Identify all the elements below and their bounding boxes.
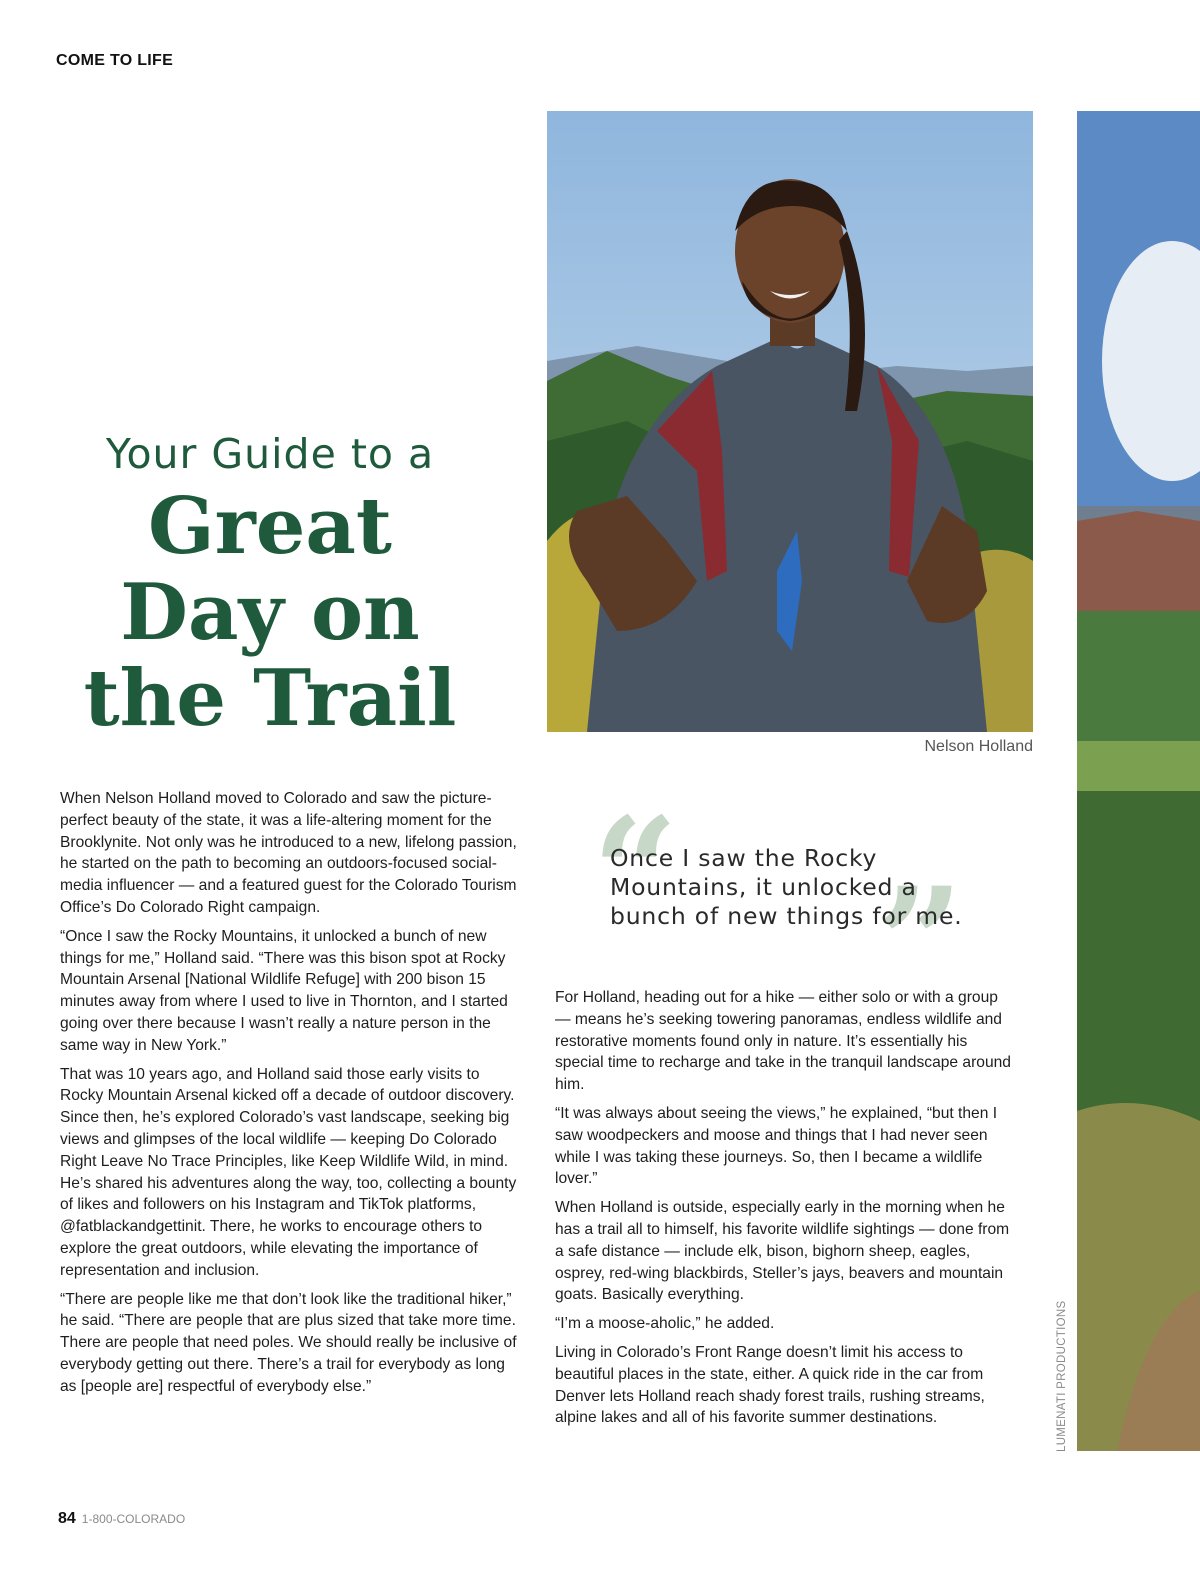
section-label: COME TO LIFE xyxy=(56,52,174,69)
footer-phone: 1-800-COLORADO xyxy=(81,1512,186,1526)
page-number: 84 xyxy=(58,1510,76,1527)
headline-kicker: Your Guide to a xyxy=(105,430,435,478)
headline-line: Great xyxy=(148,481,392,572)
open-quote-icon: “ xyxy=(592,785,679,961)
landscape-photo-strip xyxy=(1077,111,1200,1451)
headline-line: the Trail xyxy=(83,653,457,744)
paragraph: “I’m a moose-aholic,” he added. xyxy=(555,1315,775,1333)
photo-caption: Nelson Holland xyxy=(924,738,1033,755)
paragraph: Living in Colorado’s Front Range doesn’t limit his access to beautiful places in the state, either. A quick ride in the car from Denver lets Holland reach shady forest trails, rushing streams, alpine lakes and all of his favorite summer destinations. xyxy=(555,1343,985,1427)
paragraph: When Holland is outside, especially early in the morning when he has a trail all to himself, his favorite wildlife sightings — done from a safe distance — include elk, bison, bighorn sheep, eagles, osprey, red-wing blackbirds, Steller’s jays, beavers and mountain goats. Basically everything. xyxy=(555,1199,1010,1304)
paragraph: “It was always about seeing the views,” he explained, “but then I saw woodpeckers and moose and things that I had never seen while I was taking these journeys. So, then I became a wildlife lover.” xyxy=(555,1104,998,1188)
page-footer xyxy=(58,1510,185,1528)
body-column-left xyxy=(60,788,518,1405)
paragraph: “There are people like me that don’t look like the traditional hiker,” he said. “There are people that are plus sized that take more time. There are people that need poles. We should really be inclusive of everybody getting out there. There’s a trail for everybody as long as [people are] respectful of everybody else.” xyxy=(60,1290,517,1395)
paragraph: “Once I saw the Rocky Mountains, it unlocked a bunch of new things for me,” Holland said. “There was this bison spot at Rocky Mountain Arsenal [National Wildlife Refuge] with 200 bison 15 minutes away from where I used to live in Thornton, and I started going over there because I wasn’t really a nature person in the same way in New York.” xyxy=(60,927,508,1054)
pull-quote xyxy=(592,785,967,1031)
body-column-right xyxy=(555,987,1017,1436)
portrait-photo xyxy=(547,111,1033,732)
headline-line: Day on xyxy=(120,567,420,658)
close-quote-icon: ” xyxy=(877,855,964,1031)
photo-credit: LUMENATI PRODUCTIONS xyxy=(1056,1300,1068,1452)
paragraph: That was 10 years ago, and Holland said those early visits to Rocky Mountain Arsenal kicked off a decade of outdoor discovery. Since then, he’s explored Colorado’s vast landscape, seeking big views and glimpses of the local wildlife — keeping Do Colorado Right Leave No Trace Principles, like Keep Wildlife Wild, in mind. He’s shared his adventures along the way, too, collecting a bounty of likes and followers on his Instagram and TikTok platforms, @fatblackandgettinit. There, he works to encourage others to explore the great outdoors, while elevating the importance of representation and inclusion. xyxy=(60,1065,517,1279)
pull-quote-text: Once I saw the Rocky Mountains, it unlocked a bunch of new things for me. xyxy=(610,844,963,930)
paragraph: When Nelson Holland moved to Colorado and saw the picture-perfect beauty of the state, it was a life-altering moment for the Brooklynite. Not only was he introduced to a new, lifelong passion, he started on the path to becoming an outdoors-focused social-media influencer — and a featured guest for the Colorado Tourism Office’s Do Colorado Right campaign. xyxy=(60,790,517,916)
paragraph: For Holland, heading out for a hike — either solo or with a group — means he’s seeking towering panoramas, endless wildlife and restorative moments found only in nature. It’s essentially his special time to recharge and take in the tranquil landscape around him. xyxy=(555,989,1011,1094)
headline-main xyxy=(50,481,490,744)
